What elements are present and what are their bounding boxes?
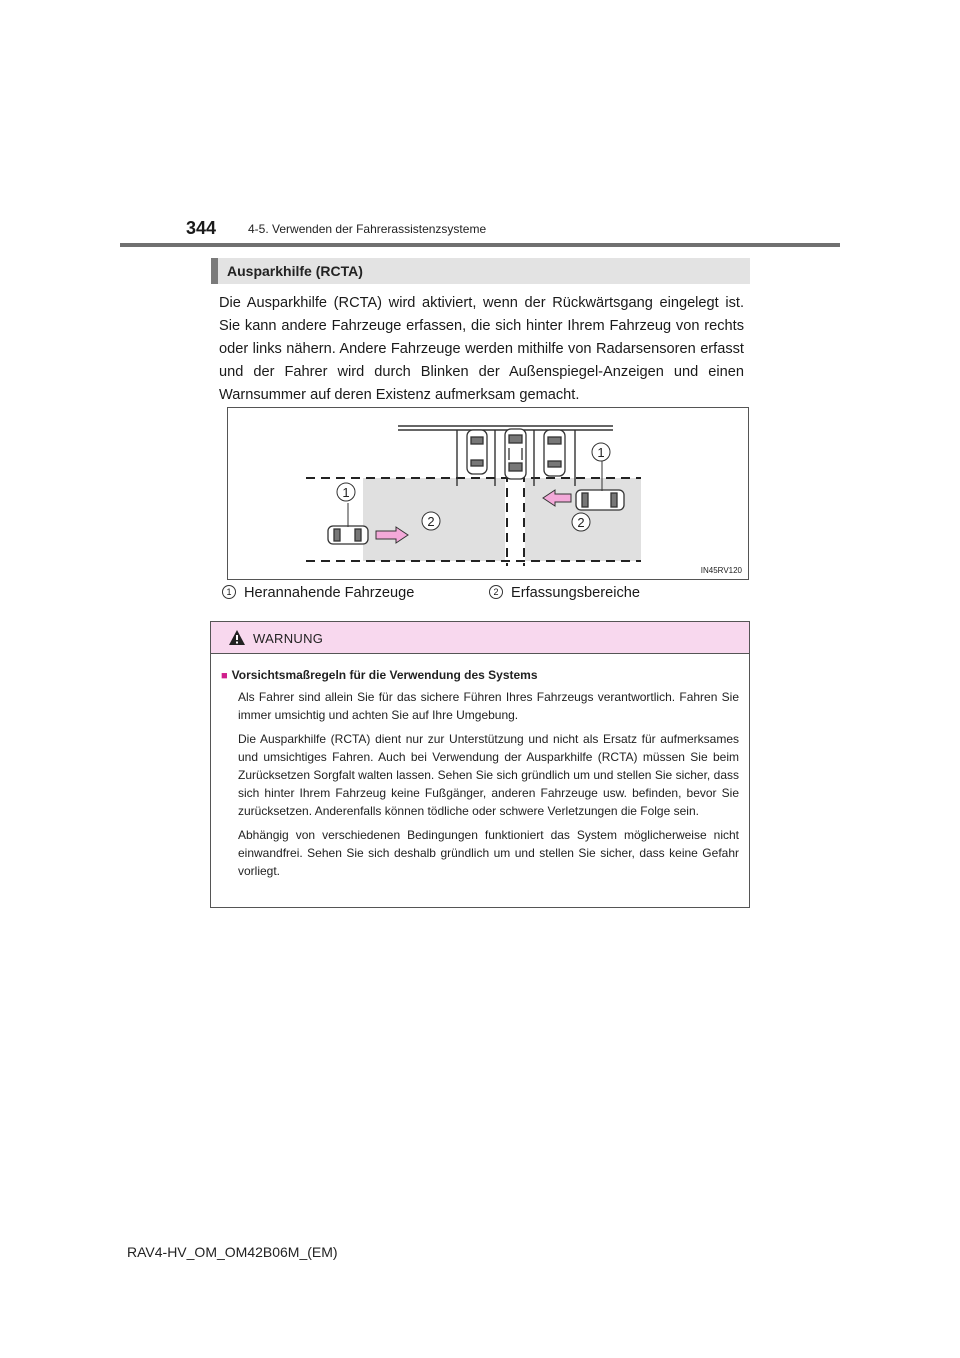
- header-divider: [120, 243, 840, 247]
- chapter-title: 4-5. Verwenden der Fahrerassistenzsysteme: [248, 222, 487, 236]
- rcta-diagram: [228, 408, 748, 579]
- approaching-car-right: [576, 490, 624, 510]
- intro-paragraph: Die Ausparkhilfe (RCTA) wird aktiviert, wenn der Rückwärtsgang eingelegt ist. Sie kann andere Fahrzeuge erfassen, die sich hinter Ihrem Fahrzeug von rechts oder links nähern. Andere Fahrzeuge werden mithilfe von Radarsensoren erfasst und der Fahrer wird durch Blinken der Außenspiegel-Anzeigen und einen Warnsummer auf deren Existenz aufmerksam gemacht.: [219, 295, 744, 403]
- warning-paragraph: Die Ausparkhilfe (RCTA) dient nur zur Unterstützung und nicht als Ersatz für aufmerksames und umsichtiges Fahren. Auch bei Verwendung der Ausparkhilfe (RCTA) müssen Sie beim Zurücksetzen Sorgfalt walten lassen. Sehen Sie sich gründlich um und stellen Sie sicher, dass sich hinter Ihrem Fahrzeug keine Fußgänger, anderen Fahrzeuge usw. befinden, bevor Sie zurücksetzen. Anderenfalls können tödliche oder schwere Verletzungen die Folge sein.: [238, 732, 739, 818]
- parked-car-right: [544, 430, 565, 476]
- svg-text:2: 2: [427, 514, 435, 529]
- document-code: RAV4-HV_OM_OM42B06M_(EM): [127, 1244, 338, 1260]
- warning-header: [211, 622, 749, 654]
- svg-text:1: 1: [342, 485, 350, 500]
- figure-code: IN45RV120: [700, 566, 742, 575]
- parked-car-left: [467, 430, 487, 474]
- callout-1-left: [337, 483, 355, 501]
- callout-1-right: [592, 443, 610, 461]
- warning-box: [210, 621, 750, 908]
- warning-paragraph: Als Fahrer sind allein Sie für das sichere Führen Ihres Fahrzeugs verantwortlich. Fahren Sie immer umsichtig und achten Sie auf Ihre Umgebung.: [238, 690, 739, 722]
- legend-item: [489, 585, 640, 601]
- own-vehicle: [505, 429, 526, 479]
- page-number: 344: [186, 218, 217, 238]
- legend-label: Erfassungsbereiche: [511, 585, 640, 601]
- square-bullet-icon: ■: [221, 670, 228, 682]
- warning-paragraph: Abhängig von verschiedenen Bedingungen funktioniert das System möglicherweise nicht einwandfrei. Sehen Sie sich deshalb gründlich um und stellen Sie sicher, dass keine Gefahr vorliegt.: [238, 828, 739, 878]
- callout-2-left: [422, 512, 440, 530]
- svg-text:1: 1: [597, 445, 605, 460]
- warning-title: WARNUNG: [253, 631, 324, 646]
- legend-item: [222, 585, 414, 601]
- warning-triangle-icon: [228, 629, 246, 646]
- approaching-car-left: [328, 526, 368, 544]
- warning-heading: [221, 668, 739, 682]
- legend-number: 1: [222, 585, 236, 599]
- warning-body: [211, 654, 749, 880]
- rcta-illustration: [227, 407, 749, 580]
- legend-label: Herannahende Fahrzeuge: [244, 585, 415, 601]
- section-heading: [211, 258, 750, 284]
- callout-2-right: [572, 513, 590, 531]
- svg-text:2: 2: [577, 515, 585, 530]
- warning-heading-text: Vorsichtsmaßregeln für die Verwendung des Systems: [231, 668, 538, 682]
- legend-number: 2: [489, 585, 503, 599]
- section-heading-text: Ausparkhilfe (RCTA): [227, 263, 363, 279]
